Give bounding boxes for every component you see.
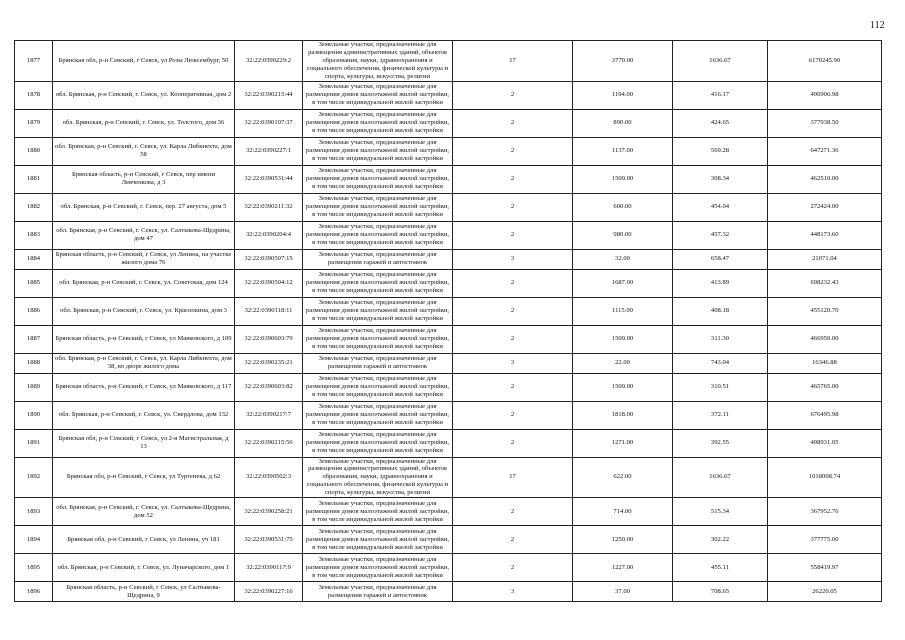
cadastral-number: 32:22:0390531:44 bbox=[235, 165, 303, 193]
rate-cell: 1636.67 bbox=[673, 41, 768, 82]
table-row bbox=[15, 81, 882, 109]
address-cell: обл. Брянская, р-н Севский, г. Севск, ул. Красопкина, дом 3 bbox=[53, 297, 235, 325]
row-number: 1893 bbox=[15, 498, 53, 526]
table-row bbox=[15, 297, 882, 325]
land-use-description: Земельные участки, предназначенные для размещения домов малоэтажной жилой застройки, в том числе индивидуальной жилой застройки bbox=[303, 165, 453, 193]
cadastral-value: 16346.88 bbox=[768, 353, 882, 373]
rate-cell: 1636.67 bbox=[673, 457, 768, 498]
cadastral-value: 1018008.74 bbox=[768, 457, 882, 498]
cadastral-value: 496906.98 bbox=[768, 81, 882, 109]
area-cell: 1818.00 bbox=[573, 401, 673, 429]
table-row bbox=[15, 429, 882, 457]
rate-cell: 311.30 bbox=[673, 325, 768, 353]
land-use-code: 2 bbox=[453, 221, 573, 249]
address-cell: обл. Брянская, р-н Севский, г. Севск, ул. Луначарского, дом 1 bbox=[53, 554, 235, 582]
address-cell: Брянская обл, р-н Севский, г Севск, ул Розы Люксембург, 50 bbox=[53, 41, 235, 82]
cadastral-number: 32:22:0390118:11 bbox=[235, 297, 303, 325]
land-use-description: Земельные участки, предназначенные для размещения гаражей и автостоянок bbox=[303, 582, 453, 602]
land-use-description: Земельные участки, предназначенные для размещения домов малоэтажной жилой застройки, в том числе индивидуальной жилой застройки bbox=[303, 429, 453, 457]
row-number: 1880 bbox=[15, 137, 53, 165]
cadastral-number: 32:22:0390603:82 bbox=[235, 373, 303, 401]
area-cell: 1250.00 bbox=[573, 526, 673, 554]
land-use-code: 2 bbox=[453, 137, 573, 165]
land-use-code: 2 bbox=[453, 81, 573, 109]
land-use-code: 3 bbox=[453, 353, 573, 373]
cadastral-number: 32:22:0390107:37 bbox=[235, 109, 303, 137]
table-row bbox=[15, 109, 882, 137]
area-cell: 980.00 bbox=[573, 221, 673, 249]
area-cell: 890.00 bbox=[573, 109, 673, 137]
cadastral-number: 32:22:0390504:12 bbox=[235, 269, 303, 297]
row-number: 1891 bbox=[15, 429, 53, 457]
land-use-code: 2 bbox=[453, 429, 573, 457]
rate-cell: 743.04 bbox=[673, 353, 768, 373]
table-row bbox=[15, 457, 882, 498]
land-use-description: Земельные участки, предназначенные для размещения домов малоэтажной жилой застройки, в том числе индивидуальной жилой застройки bbox=[303, 221, 453, 249]
land-use-code: 2 bbox=[453, 165, 573, 193]
cadastral-number: 32:22:0390603:79 bbox=[235, 325, 303, 353]
page-number: 112 bbox=[870, 20, 885, 31]
land-use-description: Земельные участки, предназначенные для размещения гаражей и автостоянок bbox=[303, 249, 453, 269]
area-cell: 37.00 bbox=[573, 582, 673, 602]
cadastral-value: 448173.60 bbox=[768, 221, 882, 249]
area-cell: 1687.00 bbox=[573, 269, 673, 297]
row-number: 1894 bbox=[15, 526, 53, 554]
address-cell: обл. Брянская, р-н Севский, г. Севск, ул. Салтыкова-Щедрина, дом 52 bbox=[53, 498, 235, 526]
area-cell: 3770.00 bbox=[573, 41, 673, 82]
cadastral-number: 32:22:0390229:2 bbox=[235, 41, 303, 82]
land-use-description: Земельные участки, предназначенные для размещения домов малоэтажной жилой застройки, в том числе индивидуальной жилой застройки bbox=[303, 297, 453, 325]
row-number: 1896 bbox=[15, 582, 53, 602]
land-use-code: 3 bbox=[453, 582, 573, 602]
area-cell: 1271.00 bbox=[573, 429, 673, 457]
address-cell: Брянская область, р-н Севский, г Севск, ул Салтыкова-Щедрина, 9 bbox=[53, 582, 235, 602]
address-cell: обл. Брянская, р-н Севский, г. Севск, ул. Кооперативная, дом 2 bbox=[53, 81, 235, 109]
cadastral-value: 26220.05 bbox=[768, 582, 882, 602]
land-use-description: Земельные участки, предназначенные для размещения домов малоэтажной жилой застройки, в том числе индивидуальной жилой застройки bbox=[303, 193, 453, 221]
cadastral-number: 32:22:0390258:21 bbox=[235, 498, 303, 526]
rate-cell: 454.04 bbox=[673, 193, 768, 221]
row-number: 1885 bbox=[15, 269, 53, 297]
area-cell: 1500.00 bbox=[573, 165, 673, 193]
rate-cell: 569.28 bbox=[673, 137, 768, 165]
row-number: 1890 bbox=[15, 401, 53, 429]
cadastral-value: 455120.70 bbox=[768, 297, 882, 325]
address-cell: Брянская область, р-н Севский, г Севск, ул Маяковского, д 109 bbox=[53, 325, 235, 353]
area-cell: 714.00 bbox=[573, 498, 673, 526]
cadastral-value: 377775.00 bbox=[768, 526, 882, 554]
table-row bbox=[15, 325, 882, 353]
land-use-code: 17 bbox=[453, 457, 573, 498]
land-use-code: 2 bbox=[453, 109, 573, 137]
address-cell: обл. Брянская, р-н Севский, г. Севск, ул. Советская, дом 124 bbox=[53, 269, 235, 297]
area-cell: 1115.00 bbox=[573, 297, 673, 325]
row-number: 1892 bbox=[15, 457, 53, 498]
land-use-description: Земельные участки, предназначенные для размещения домов малоэтажной жилой застройки, в том числе индивидуальной жилой застройки bbox=[303, 498, 453, 526]
row-number: 1895 bbox=[15, 554, 53, 582]
table-row bbox=[15, 137, 882, 165]
land-use-description: Земельные участки, предназначенные для размещения домов малоэтажной жилой застройки, в том числе индивидуальной жилой застройки bbox=[303, 401, 453, 429]
land-use-code: 2 bbox=[453, 498, 573, 526]
cadastral-number: 32:22:0390215:56 bbox=[235, 429, 303, 457]
table-row bbox=[15, 193, 882, 221]
row-number: 1882 bbox=[15, 193, 53, 221]
rate-cell: 457.32 bbox=[673, 221, 768, 249]
rate-cell: 413.89 bbox=[673, 269, 768, 297]
cadastral-number: 32:22:0390531:75 bbox=[235, 526, 303, 554]
land-use-description: Земельные участки, предназначенные для размещения домов малоэтажной жилой застройки, в том числе индивидуальной жилой застройки bbox=[303, 137, 453, 165]
table-row bbox=[15, 269, 882, 297]
table-row bbox=[15, 401, 882, 429]
cadastral-value: 647271.36 bbox=[768, 137, 882, 165]
row-number: 1878 bbox=[15, 81, 53, 109]
land-use-code: 2 bbox=[453, 526, 573, 554]
rate-cell: 424.65 bbox=[673, 109, 768, 137]
address-cell: Брянская обл, р-н Севский, г Севск, ул Ленина, уч 181 bbox=[53, 526, 235, 554]
address-cell: Брянская обл, р-н Севский, г Севск, ул 2-я Магистральная, д 13 bbox=[53, 429, 235, 457]
rate-cell: 708.65 bbox=[673, 582, 768, 602]
rate-cell: 408.18 bbox=[673, 297, 768, 325]
address-cell: Брянская обл, р-н Севский, г Севск, ул Тургенева, д 62 bbox=[53, 457, 235, 498]
land-use-description: Земельные участки, предназначенные для размещения домов малоэтажной жилой застройки, в том числе индивидуальной жилой застройки bbox=[303, 81, 453, 109]
row-number: 1877 bbox=[15, 41, 53, 82]
area-cell: 1194.00 bbox=[573, 81, 673, 109]
row-number: 1886 bbox=[15, 297, 53, 325]
table-row bbox=[15, 249, 882, 269]
area-cell: 1500.00 bbox=[573, 373, 673, 401]
row-number: 1889 bbox=[15, 373, 53, 401]
cadastral-number: 32:22:0390227:16 bbox=[235, 582, 303, 602]
address-cell: обл. Брянская, р-н Севский, г. Севск, ул. Свердлова, дом 132 bbox=[53, 401, 235, 429]
cadastral-number: 32:22:0390204:4 bbox=[235, 221, 303, 249]
cadastral-value: 676495.98 bbox=[768, 401, 882, 429]
table-row bbox=[15, 582, 882, 602]
land-use-description: Земельные участки, предназначенные для размещения домов малоэтажной жилой застройки, в том числе индивидуальной жилой застройки bbox=[303, 269, 453, 297]
rate-cell: 416.17 bbox=[673, 81, 768, 109]
land-use-code: 2 bbox=[453, 193, 573, 221]
land-use-code: 2 bbox=[453, 373, 573, 401]
land-registry-table bbox=[14, 40, 882, 602]
land-use-description: Земельные участки, предназначенные для размещения домов малоэтажной жилой застройки, в том числе индивидуальной жилой застройки bbox=[303, 109, 453, 137]
table-row bbox=[15, 373, 882, 401]
land-use-description: Земельные участки, предназначенные для размещения административных зданий, объектов образования, науки, здравоохранения и социального обеспечения, физической культуры и спорта, культуры, искусства, религии bbox=[303, 457, 453, 498]
rate-cell: 658.47 bbox=[673, 249, 768, 269]
row-number: 1888 bbox=[15, 353, 53, 373]
row-number: 1881 bbox=[15, 165, 53, 193]
land-use-code: 17 bbox=[453, 41, 573, 82]
area-cell: 1227.00 bbox=[573, 554, 673, 582]
land-use-code: 2 bbox=[453, 401, 573, 429]
table-row bbox=[15, 353, 882, 373]
table-row bbox=[15, 554, 882, 582]
land-use-code: 3 bbox=[453, 249, 573, 269]
land-use-description: Земельные участки, предназначенные для размещения домов малоэтажной жилой застройки, в том числе индивидуальной жилой застройки bbox=[303, 554, 453, 582]
rate-cell: 455.11 bbox=[673, 554, 768, 582]
area-cell: 1500.00 bbox=[573, 325, 673, 353]
rate-cell: 372.11 bbox=[673, 401, 768, 429]
cadastral-number: 32:22:0390217:7 bbox=[235, 401, 303, 429]
row-number: 1887 bbox=[15, 325, 53, 353]
land-use-description: Земельные участки, предназначенные для размещения домов малоэтажной жилой застройки, в том числе индивидуальной жилой застройки bbox=[303, 373, 453, 401]
address-cell: Брянская область, р-н Севский, г Севск, пер имени Левченкова, д 3 bbox=[53, 165, 235, 193]
cadastral-value: 367952.76 bbox=[768, 498, 882, 526]
address-cell: обл. Брянская, р-н Севский, г. Севск, ул. Толстого, дом 36 bbox=[53, 109, 235, 137]
cadastral-value: 6170245.90 bbox=[768, 41, 882, 82]
area-cell: 622.00 bbox=[573, 457, 673, 498]
rate-cell: 515.34 bbox=[673, 498, 768, 526]
land-use-code: 2 bbox=[453, 554, 573, 582]
cadastral-value: 466950.00 bbox=[768, 325, 882, 353]
rate-cell: 392.55 bbox=[673, 429, 768, 457]
address-cell: Брянская область, р-н Севский, г Севск, ул Ленина, на участке жилого дома 76 bbox=[53, 249, 235, 269]
address-cell: обл. Брянская, р-н Севский, г. Севск, ул. Карла Либкнехта, дом 38, во дворе жилого дома bbox=[53, 353, 235, 373]
area-cell: 32.00 bbox=[573, 249, 673, 269]
table-row bbox=[15, 221, 882, 249]
cadastral-value: 558419.97 bbox=[768, 554, 882, 582]
address-cell: Брянская область, р-н Севский, г Севск, ул Маяковского, д 117 bbox=[53, 373, 235, 401]
cadastral-number: 32:22:0390211:32 bbox=[235, 193, 303, 221]
cadastral-value: 698232.43 bbox=[768, 269, 882, 297]
area-cell: 600.00 bbox=[573, 193, 673, 221]
land-use-description: Земельные участки, предназначенные для размещения домов малоэтажной жилой застройки, в том числе индивидуальной жилой застройки bbox=[303, 526, 453, 554]
rate-cell: 308.34 bbox=[673, 165, 768, 193]
table-row bbox=[15, 165, 882, 193]
cadastral-value: 377938.50 bbox=[768, 109, 882, 137]
table-row bbox=[15, 498, 882, 526]
rate-cell: 302.22 bbox=[673, 526, 768, 554]
cadastral-number: 32:22:0390235:21 bbox=[235, 353, 303, 373]
cadastral-value: 272424.00 bbox=[768, 193, 882, 221]
cadastral-number: 32:22:0390502:3 bbox=[235, 457, 303, 498]
row-number: 1884 bbox=[15, 249, 53, 269]
area-cell: 22.00 bbox=[573, 353, 673, 373]
address-cell: обл. Брянская, р-н Севский, г. Севск, ул. Карла Либкнехта, дом 58 bbox=[53, 137, 235, 165]
cadastral-value: 465765.00 bbox=[768, 373, 882, 401]
cadastral-value: 462510.00 bbox=[768, 165, 882, 193]
cadastral-number: 32:22:0390215:44 bbox=[235, 81, 303, 109]
land-use-description: Земельные участки, предназначенные для размещения гаражей и автостоянок bbox=[303, 353, 453, 373]
land-use-code: 2 bbox=[453, 297, 573, 325]
row-number: 1883 bbox=[15, 221, 53, 249]
land-use-code: 2 bbox=[453, 325, 573, 353]
table-row bbox=[15, 526, 882, 554]
cadastral-number: 32:22:0390117:9 bbox=[235, 554, 303, 582]
land-use-code: 2 bbox=[453, 269, 573, 297]
cadastral-number: 32:22:0390227:1 bbox=[235, 137, 303, 165]
area-cell: 1137.00 bbox=[573, 137, 673, 165]
land-use-description: Земельные участки, предназначенные для размещения административных зданий, объектов образования, науки, здравоохранения и социального обеспечения, физической культуры и спорта, культуры, искусства, религии bbox=[303, 41, 453, 82]
rate-cell: 310.51 bbox=[673, 373, 768, 401]
cadastral-number: 32:22:0390507:15 bbox=[235, 249, 303, 269]
table-row bbox=[15, 41, 882, 82]
address-cell: обл. Брянская, р-н Севский, г. Севск, ул. Салтыкова-Щедрина, дом 47 bbox=[53, 221, 235, 249]
row-number: 1879 bbox=[15, 109, 53, 137]
address-cell: обл. Брянская, р-н Севский, г. Севск, пер. 27 августа, дом 5 bbox=[53, 193, 235, 221]
land-use-description: Земельные участки, предназначенные для размещения домов малоэтажной жилой застройки, в том числе индивидуальной жилой застройки bbox=[303, 325, 453, 353]
cadastral-value: 498931.05 bbox=[768, 429, 882, 457]
cadastral-value: 21071.04 bbox=[768, 249, 882, 269]
